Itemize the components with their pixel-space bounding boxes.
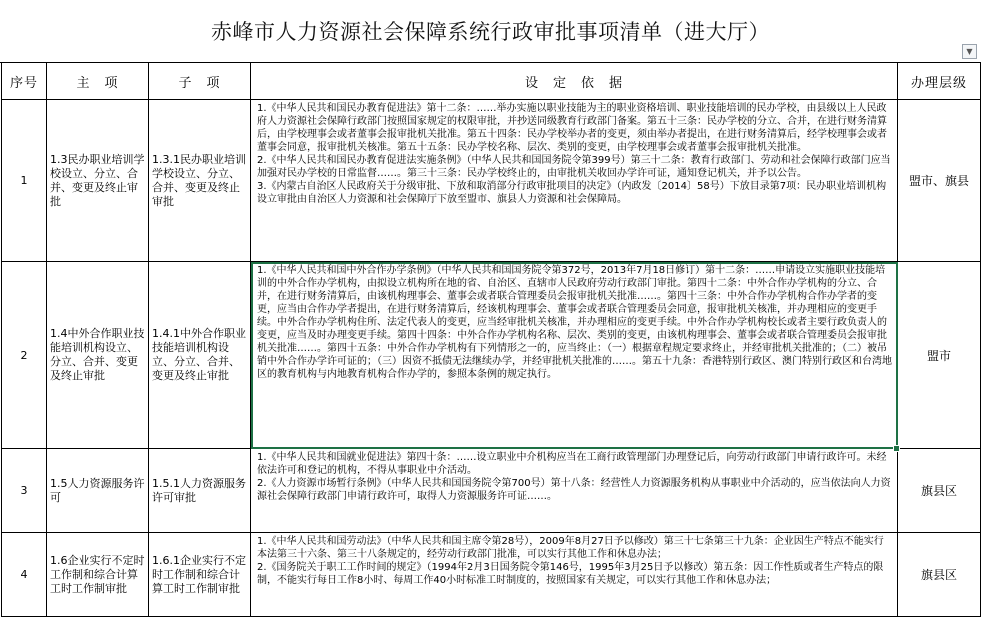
handling-level-cell[interactable]: 旗县区 — [898, 449, 981, 533]
table-row — [2, 262, 981, 449]
basis-paragraph: 1.《中华人民共和国劳动法》（中华人民共和国主席令第28号），2009年8月27日予以修改）第三十七条第三十九条：企业因生产特点不能实行本法第三十六条、第三十八条规定的，经劳动行政部门批准，可以实行其他工作和休息办法； — [257, 536, 884, 560]
handling-level-cell[interactable]: 旗县区 — [898, 533, 981, 617]
header-index: 序号 — [2, 63, 47, 100]
filter-dropdown-icon[interactable]: ▼ — [962, 44, 977, 59]
main-item-cell[interactable]: 1.6企业实行不定时工作制和综合计算工时工作制审批 — [47, 533, 149, 617]
sub-item-cell[interactable]: 1.4.1中外合作职业技能培训机构设立、分立、合并、变更及终止审批 — [149, 262, 251, 449]
legal-basis-cell[interactable] — [251, 533, 898, 617]
row-index[interactable]: 2 — [2, 262, 47, 449]
header-legal-basis: 设 定 依 据 — [251, 63, 898, 100]
basis-paragraph: 3.《内蒙古自治区人民政府关于分级审批、下放和取消部分行政审批项目的决定》（内政发〔2014〕58号）下放目录第7项：民办职业培训机构设立审批由自治区人力资源和社会保障厅下放至盟市、旗县人力资源和社会保障局。 — [257, 181, 887, 205]
legal-basis-cell[interactable] — [251, 100, 898, 262]
header-sub-item: 子 项 — [149, 63, 251, 100]
table-row — [2, 533, 981, 617]
handling-level-cell[interactable]: 盟市 — [898, 262, 981, 449]
table-row — [2, 100, 981, 262]
basis-paragraph: 1.《中华人民共和国就业促进法》第四十条：……设立职业中介机构应当在工商行政管理部门办理登记后，向劳动行政部门申请行政许可。未经依法许可和登记的机构，不得从事职业中介活动。 — [257, 452, 887, 476]
main-item-cell[interactable]: 1.3民办职业培训学校设立、分立、合并、变更及终止审批 — [47, 100, 149, 262]
approval-table — [1, 62, 981, 617]
basis-paragraph: 1.《中华人民共和国民办教育促进法》第十二条：……举办实施以职业技能为主的职业资格培训、职业技能培训的民办学校，由县级以上人民政府人力资源社会保障行政部门按照国家规定的权限审批，并抄送同级教育行政部门备案。第五十三条：民办学校的分立、合并，在进行财务清算后，由学校理事会或者董事会报审批机关批准。第五十四条：民办学校举办者的变更，须由举办者提出，在进行财务清算后，经学校理事会或者董事会同意，报审批机关核准。第五十五条：民办学校名称、层次、类别的变更，由学校理事会或者董事会报审批机关批准。 — [257, 103, 887, 153]
main-item-cell[interactable]: 1.4中外合作职业技能培训机构设立、分立、合并、变更及终止审批 — [47, 262, 149, 449]
header-main-item: 主 项 — [47, 63, 149, 100]
header-row — [2, 63, 981, 100]
basis-paragraph: 2.《国务院关于职工工作时间的规定》（1994年2月3日国务院令第146号，1995年3月25日予以修改）第五条：因工作性质或者生产特点的限制，不能实行每日工作8小时、每周工作40小时标准工时制度的，按照国家有关规定，可以实行其他工作和休息办法； — [257, 562, 884, 586]
row-index[interactable]: 1 — [2, 100, 47, 262]
legal-basis-cell-selected[interactable] — [251, 262, 898, 449]
header-handling-level: 办理层级 — [898, 63, 981, 100]
sheet-title: 赤峰市人力资源社会保障系统行政审批事项清单（进大厅） — [0, 0, 981, 63]
sub-item-cell[interactable]: 1.6.1企业实行不定时工作制和综合计算工时工作制审批 — [149, 533, 251, 617]
row-index[interactable]: 4 — [2, 533, 47, 617]
basis-paragraph: 2.《中华人民共和国民办教育促进法实施条例》（中华人民共和国国务院令第399号）第三十二条：教育行政部门、劳动和社会保障行政部门应当加强对民办学校的日常监督……。第三十三条：民办学校终止的，由审批机关收回办学许可证，通知登记机关，并予以公告。 — [257, 155, 891, 179]
handling-level-cell[interactable]: 盟市、旗县 — [898, 100, 981, 262]
sub-item-cell[interactable]: 1.5.1人力资源服务许可审批 — [149, 449, 251, 533]
basis-paragraph: 2.《人力资源市场暂行条例》（中华人民共和国国务院令第700号）第十八条：经营性人力资源服务机构从事职业中介活动的，应当依法向人力资源社会保障行政部门申请行政许可，取得人力资源服务许可证……。 — [257, 478, 891, 502]
sub-item-cell[interactable]: 1.3.1民办职业培训学校设立、分立、合并、变更及终止审批 — [149, 100, 251, 262]
legal-basis-cell[interactable] — [251, 449, 898, 533]
selection-fill-handle[interactable] — [893, 445, 900, 452]
row-index[interactable]: 3 — [2, 449, 47, 533]
main-item-cell[interactable]: 1.5人力资源服务许可 — [47, 449, 149, 533]
basis-paragraph: 1.《中华人民共和国中外合作办学条例》（中华人民共和国国务院令第372号，2013年7月18日修订）第十二条：……申请设立实施职业技能培训的中外合作办学机构，由拟设立机构所在地的省、自治区、直辖市人民政府劳动行政部门审批。第四十二条：中外合作办学机构的分立、合并，在进行财务清算后，由该机构理事会、董事会或者联合管理委员会报审批机关批准……。第四十三条：中外合作办学机构合作办学者的变更，应当由合作办学者提出，在进行财务清算后，经该机构理事会、董事会或者联合管理委员会同意，报审批机关核准，并办理相应的变更手续。中外合作办学机构住所、法定代表人的变更，应当经审批机关核准，并办理相应的变更手续。中外合作办学机构校长或者主要行政负责人的变更，应当及时办理变更手续。第四十四条：中外合作办学机构名称、层次、类别的变更，由该机构理事会、董事会或者联合管理委员会报审批机关批准……。第四十五条：中外合作办学机构有下列情形之一的，应当终止：（一）根据章程规定要求终止，并经审批机关批准的；（二）被吊销中外合作办学许可证的；（三）因资不抵债无法继续办学，并经审批机关批准的……。第五十九条：香港特别行政区、澳门特别行政区和台湾地区的教育机构与内地教育机构合作办学的，参照本条例的规定执行。 — [257, 265, 892, 380]
table-row — [2, 449, 981, 533]
